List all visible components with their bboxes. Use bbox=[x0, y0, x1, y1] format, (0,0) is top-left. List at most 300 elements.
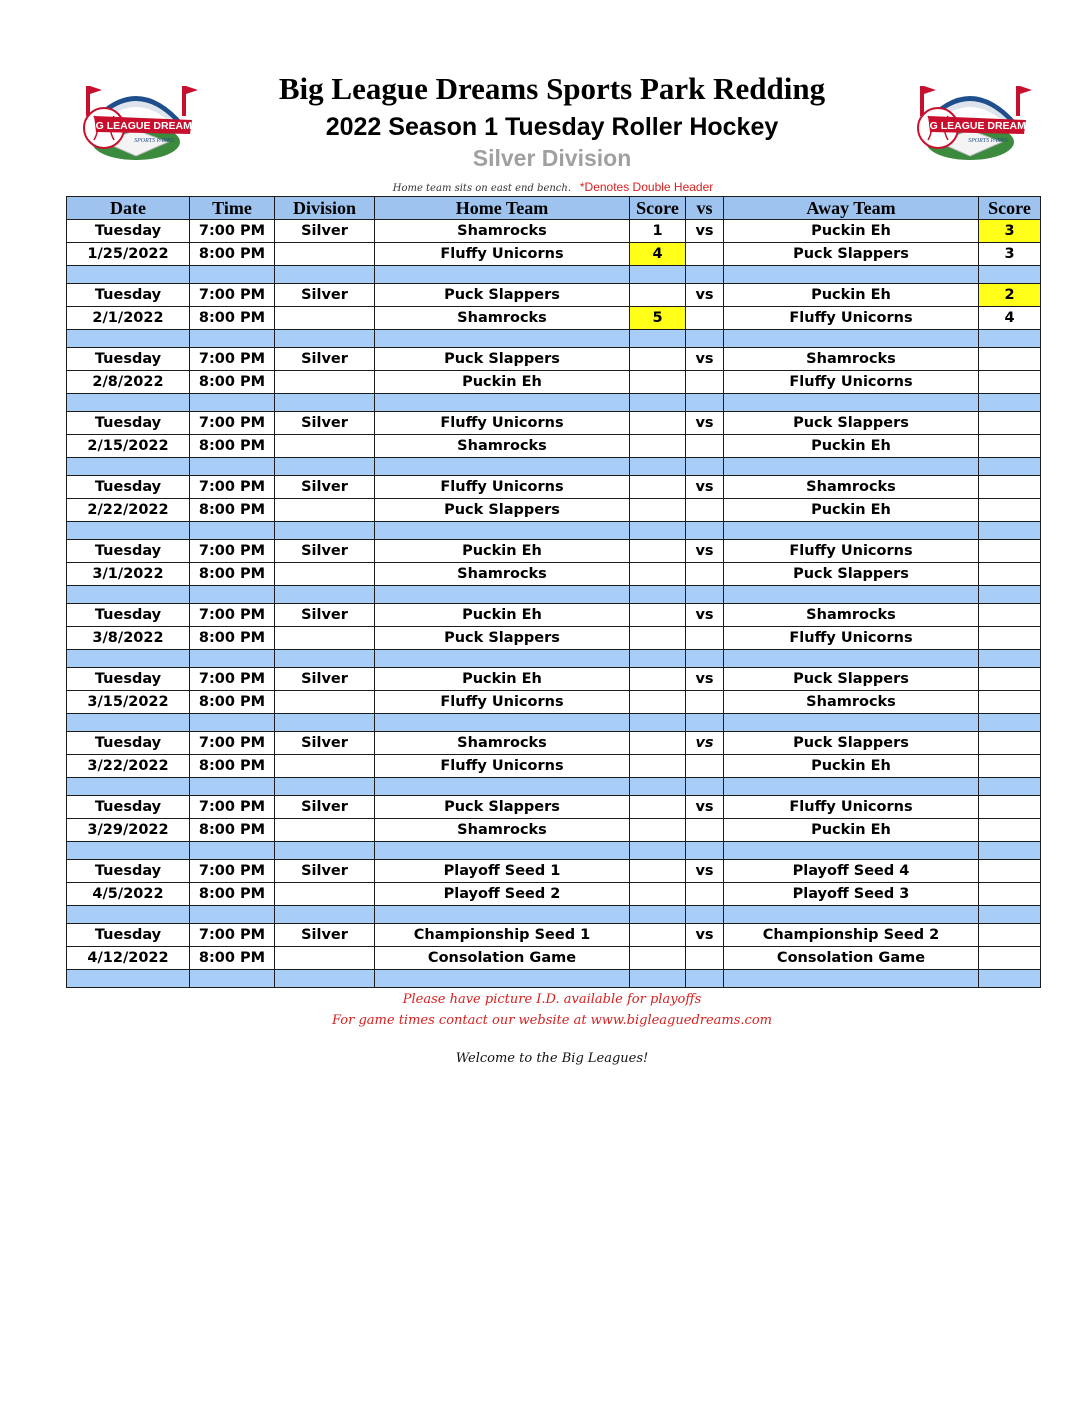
spacer-cell bbox=[190, 586, 275, 604]
table-row bbox=[67, 604, 1041, 627]
vs-cell: vs bbox=[686, 924, 724, 947]
column-header-date: Date bbox=[67, 197, 190, 220]
spacer-cell bbox=[375, 394, 630, 412]
spacer-cell bbox=[686, 650, 724, 668]
table-row bbox=[67, 755, 1041, 778]
spacer-row bbox=[67, 266, 1041, 284]
home-score-cell: 5 bbox=[630, 307, 686, 330]
home-score-cell bbox=[630, 412, 686, 435]
home-score-cell bbox=[630, 947, 686, 970]
away-team-cell: Puckin Eh bbox=[724, 284, 979, 307]
page-title: Big League Dreams Sports Park Redding bbox=[278, 71, 826, 106]
spacer-cell bbox=[190, 330, 275, 348]
spacer-cell bbox=[686, 266, 724, 284]
time-cell: 8:00 PM bbox=[190, 691, 275, 714]
away-score-cell bbox=[979, 412, 1041, 435]
time-cell: 7:00 PM bbox=[190, 604, 275, 627]
spacer-cell bbox=[375, 778, 630, 796]
date-cell: 2/1/2022 bbox=[67, 307, 190, 330]
time-cell: 7:00 PM bbox=[190, 284, 275, 307]
spacer-cell bbox=[979, 330, 1041, 348]
schedule-notes bbox=[66, 179, 1040, 197]
spacer-cell bbox=[630, 330, 686, 348]
spacer-cell bbox=[630, 266, 686, 284]
double-header-note: *Denotes Double Header bbox=[579, 180, 714, 194]
spacer-row bbox=[67, 650, 1041, 668]
date-cell: Tuesday bbox=[67, 668, 190, 691]
date-cell: Tuesday bbox=[67, 604, 190, 627]
division-cell bbox=[275, 883, 375, 906]
spacer-row bbox=[67, 330, 1041, 348]
spacer-cell bbox=[686, 330, 724, 348]
time-cell: 7:00 PM bbox=[190, 348, 275, 371]
spacer-cell bbox=[630, 458, 686, 476]
away-score-cell bbox=[979, 668, 1041, 691]
spacer-cell bbox=[724, 330, 979, 348]
spacer-cell bbox=[67, 650, 190, 668]
home-score-cell bbox=[630, 668, 686, 691]
spacer-cell bbox=[275, 394, 375, 412]
away-score-cell bbox=[979, 796, 1041, 819]
division-cell bbox=[275, 499, 375, 522]
date-cell: 4/5/2022 bbox=[67, 883, 190, 906]
time-cell: 7:00 PM bbox=[190, 476, 275, 499]
home-team-cell: Fluffy Unicorns bbox=[375, 243, 630, 266]
home-score-cell bbox=[630, 563, 686, 586]
spacer-cell bbox=[979, 458, 1041, 476]
away-team-cell: Shamrocks bbox=[724, 691, 979, 714]
vs-cell: vs bbox=[686, 220, 724, 243]
spacer-cell bbox=[190, 458, 275, 476]
spacer-cell bbox=[724, 266, 979, 284]
vs-cell: vs bbox=[686, 540, 724, 563]
home-team-cell: Playoff Seed 1 bbox=[375, 860, 630, 883]
vs-cell bbox=[686, 435, 724, 458]
away-score-cell bbox=[979, 924, 1041, 947]
spacer-cell bbox=[190, 394, 275, 412]
home-score-cell bbox=[630, 284, 686, 307]
table-row bbox=[67, 499, 1041, 522]
column-header-home-team: Home Team bbox=[375, 197, 630, 220]
spacer-cell bbox=[686, 458, 724, 476]
division-cell: Silver bbox=[275, 924, 375, 947]
schedule-body bbox=[67, 220, 1041, 988]
column-header-away-team: Away Team bbox=[724, 197, 979, 220]
table-row bbox=[67, 284, 1041, 307]
svg-text:BIG LEAGUE DREAMS: BIG LEAGUE DREAMS bbox=[919, 120, 1032, 132]
home-team-cell: Puck Slappers bbox=[375, 627, 630, 650]
time-cell: 7:00 PM bbox=[190, 924, 275, 947]
date-cell: 2/15/2022 bbox=[67, 435, 190, 458]
time-cell: 8:00 PM bbox=[190, 435, 275, 458]
away-team-cell: Fluffy Unicorns bbox=[724, 307, 979, 330]
table-row bbox=[67, 476, 1041, 499]
spacer-cell bbox=[67, 778, 190, 796]
spacer-cell bbox=[67, 906, 190, 924]
away-score-cell: 2 bbox=[979, 284, 1041, 307]
division-cell: Silver bbox=[275, 284, 375, 307]
home-team-cell: Shamrocks bbox=[375, 563, 630, 586]
table-row bbox=[67, 691, 1041, 714]
spacer-cell bbox=[190, 906, 275, 924]
spacer-cell bbox=[979, 778, 1041, 796]
home-score-cell bbox=[630, 540, 686, 563]
division-cell bbox=[275, 371, 375, 394]
spacer-cell bbox=[686, 714, 724, 732]
date-cell: 4/12/2022 bbox=[67, 947, 190, 970]
home-score-cell bbox=[630, 371, 686, 394]
vs-cell: vs bbox=[686, 348, 724, 371]
welcome-message: Welcome to the Big Leagues! bbox=[455, 1051, 649, 1066]
table-row bbox=[67, 860, 1041, 883]
spacer-cell bbox=[190, 522, 275, 540]
home-team-cell: Fluffy Unicorns bbox=[375, 755, 630, 778]
website-note: For game times contact our website at www.bigleaguedreams.com bbox=[332, 1013, 772, 1028]
away-team-cell: Puck Slappers bbox=[724, 412, 979, 435]
away-team-cell: Puckin Eh bbox=[724, 755, 979, 778]
spacer-cell bbox=[724, 458, 979, 476]
home-score-cell: 1 bbox=[630, 220, 686, 243]
date-cell: 3/15/2022 bbox=[67, 691, 190, 714]
spacer-cell bbox=[67, 394, 190, 412]
division-cell: Silver bbox=[275, 220, 375, 243]
date-cell: 1/25/2022 bbox=[67, 243, 190, 266]
column-header-away-score: Score bbox=[979, 197, 1041, 220]
division-cell: Silver bbox=[275, 412, 375, 435]
away-team-cell: Fluffy Unicorns bbox=[724, 627, 979, 650]
home-team-cell: Shamrocks bbox=[375, 220, 630, 243]
vs-cell bbox=[686, 883, 724, 906]
table-row bbox=[67, 947, 1041, 970]
schedule-table bbox=[66, 196, 1041, 988]
date-cell: Tuesday bbox=[67, 348, 190, 371]
spacer-cell bbox=[630, 778, 686, 796]
away-score-cell bbox=[979, 732, 1041, 755]
home-team-cell: Puckin Eh bbox=[375, 540, 630, 563]
division-cell bbox=[275, 435, 375, 458]
season-subtitle: 2022 Season 1 Tuesday Roller Hockey bbox=[325, 113, 779, 141]
vs-cell bbox=[686, 691, 724, 714]
spacer-cell bbox=[686, 394, 724, 412]
time-cell: 8:00 PM bbox=[190, 307, 275, 330]
away-team-cell: Playoff Seed 3 bbox=[724, 883, 979, 906]
spacer-cell bbox=[979, 522, 1041, 540]
spacer-cell bbox=[375, 586, 630, 604]
table-row bbox=[67, 243, 1041, 266]
spacer-cell bbox=[67, 842, 190, 860]
column-header-time: Time bbox=[190, 197, 275, 220]
vs-cell: vs bbox=[686, 796, 724, 819]
date-cell: Tuesday bbox=[67, 732, 190, 755]
spacer-cell bbox=[67, 458, 190, 476]
away-team-cell: Puckin Eh bbox=[724, 220, 979, 243]
bench-note: Home team sits on east end bench. bbox=[392, 183, 572, 194]
away-score-cell bbox=[979, 371, 1041, 394]
division-cell: Silver bbox=[275, 860, 375, 883]
table-row bbox=[67, 924, 1041, 947]
time-cell: 7:00 PM bbox=[190, 668, 275, 691]
vs-cell: vs bbox=[686, 604, 724, 627]
spacer-cell bbox=[67, 522, 190, 540]
home-team-cell: Puck Slappers bbox=[375, 348, 630, 371]
table-row bbox=[67, 371, 1041, 394]
time-cell: 7:00 PM bbox=[190, 796, 275, 819]
spacer-cell bbox=[724, 650, 979, 668]
spacer-row bbox=[67, 970, 1041, 988]
spacer-cell bbox=[724, 778, 979, 796]
table-row bbox=[67, 540, 1041, 563]
home-score-cell bbox=[630, 883, 686, 906]
division-cell bbox=[275, 243, 375, 266]
home-score-cell bbox=[630, 819, 686, 842]
spacer-cell bbox=[630, 906, 686, 924]
time-cell: 8:00 PM bbox=[190, 947, 275, 970]
spacer-cell bbox=[724, 394, 979, 412]
spacer-row bbox=[67, 778, 1041, 796]
time-cell: 8:00 PM bbox=[190, 563, 275, 586]
table-row bbox=[67, 348, 1041, 371]
division-cell bbox=[275, 627, 375, 650]
home-team-cell: Fluffy Unicorns bbox=[375, 476, 630, 499]
date-cell: Tuesday bbox=[67, 796, 190, 819]
spacer-cell bbox=[724, 714, 979, 732]
division-cell bbox=[275, 691, 375, 714]
home-team-cell: Puck Slappers bbox=[375, 499, 630, 522]
spacer-row bbox=[67, 842, 1041, 860]
home-team-cell: Shamrocks bbox=[375, 307, 630, 330]
spacer-cell bbox=[275, 650, 375, 668]
away-team-cell: Puck Slappers bbox=[724, 732, 979, 755]
spacer-cell bbox=[686, 842, 724, 860]
spacer-cell bbox=[630, 714, 686, 732]
home-team-cell: Puck Slappers bbox=[375, 284, 630, 307]
time-cell: 8:00 PM bbox=[190, 499, 275, 522]
home-score-cell bbox=[630, 435, 686, 458]
table-row bbox=[67, 307, 1041, 330]
spacer-row bbox=[67, 522, 1041, 540]
away-team-cell: Fluffy Unicorns bbox=[724, 796, 979, 819]
away-score-cell bbox=[979, 860, 1041, 883]
away-score-cell bbox=[979, 883, 1041, 906]
division-cell: Silver bbox=[275, 540, 375, 563]
home-team-cell: Puckin Eh bbox=[375, 371, 630, 394]
vs-cell bbox=[686, 947, 724, 970]
spacer-cell bbox=[190, 266, 275, 284]
division-cell bbox=[275, 307, 375, 330]
away-team-cell: Fluffy Unicorns bbox=[724, 540, 979, 563]
spacer-cell bbox=[979, 586, 1041, 604]
home-team-cell: Shamrocks bbox=[375, 435, 630, 458]
spacer-cell bbox=[375, 458, 630, 476]
away-score-cell: 4 bbox=[979, 307, 1041, 330]
date-cell: Tuesday bbox=[67, 284, 190, 307]
date-cell: Tuesday bbox=[67, 860, 190, 883]
vs-cell: vs bbox=[686, 412, 724, 435]
division-cell: Silver bbox=[275, 348, 375, 371]
home-score-cell bbox=[630, 691, 686, 714]
home-score-cell bbox=[630, 499, 686, 522]
spacer-cell bbox=[630, 394, 686, 412]
spacer-cell bbox=[375, 266, 630, 284]
home-score-cell bbox=[630, 924, 686, 947]
spacer-cell bbox=[67, 330, 190, 348]
division-cell: Silver bbox=[275, 732, 375, 755]
column-header-vs: vs bbox=[686, 197, 724, 220]
spacer-cell bbox=[724, 906, 979, 924]
division-cell: Silver bbox=[275, 668, 375, 691]
home-score-cell bbox=[630, 860, 686, 883]
spacer-cell bbox=[979, 714, 1041, 732]
table-row bbox=[67, 627, 1041, 650]
spacer-cell bbox=[630, 650, 686, 668]
spacer-cell bbox=[67, 266, 190, 284]
spacer-cell bbox=[275, 970, 375, 988]
vs-cell bbox=[686, 243, 724, 266]
spacer-row bbox=[67, 714, 1041, 732]
away-score-cell bbox=[979, 540, 1041, 563]
division-cell bbox=[275, 819, 375, 842]
away-score-cell bbox=[979, 627, 1041, 650]
table-header-row bbox=[67, 197, 1041, 220]
table-row bbox=[67, 412, 1041, 435]
away-team-cell: Puckin Eh bbox=[724, 435, 979, 458]
time-cell: 7:00 PM bbox=[190, 412, 275, 435]
spacer-cell bbox=[979, 970, 1041, 988]
away-team-cell: Championship Seed 2 bbox=[724, 924, 979, 947]
time-cell: 8:00 PM bbox=[190, 627, 275, 650]
spacer-cell bbox=[630, 586, 686, 604]
spacer-cell bbox=[979, 394, 1041, 412]
spacer-cell bbox=[190, 650, 275, 668]
time-cell: 8:00 PM bbox=[190, 883, 275, 906]
spacer-cell bbox=[686, 522, 724, 540]
away-score-cell bbox=[979, 499, 1041, 522]
spacer-cell bbox=[686, 970, 724, 988]
date-cell: 2/22/2022 bbox=[67, 499, 190, 522]
away-team-cell: Shamrocks bbox=[724, 348, 979, 371]
date-cell: 3/29/2022 bbox=[67, 819, 190, 842]
picture-id-note: Please have picture I.D. available for playoffs bbox=[402, 992, 702, 1007]
spacer-cell bbox=[686, 586, 724, 604]
spacer-cell bbox=[724, 522, 979, 540]
vs-cell: vs bbox=[686, 668, 724, 691]
away-score-cell: 3 bbox=[979, 220, 1041, 243]
spacer-row bbox=[67, 394, 1041, 412]
spacer-cell bbox=[686, 906, 724, 924]
away-team-cell: Consolation Game bbox=[724, 947, 979, 970]
away-team-cell: Puck Slappers bbox=[724, 668, 979, 691]
division-cell bbox=[275, 563, 375, 586]
home-team-cell: Puckin Eh bbox=[375, 668, 630, 691]
spacer-cell bbox=[275, 522, 375, 540]
away-score-cell bbox=[979, 947, 1041, 970]
svg-text:SPORTS PARKS: SPORTS PARKS bbox=[134, 138, 174, 144]
column-header-home-score: Score bbox=[630, 197, 686, 220]
time-cell: 7:00 PM bbox=[190, 540, 275, 563]
time-cell: 7:00 PM bbox=[190, 860, 275, 883]
spacer-cell bbox=[686, 778, 724, 796]
time-cell: 8:00 PM bbox=[190, 371, 275, 394]
away-score-cell bbox=[979, 819, 1041, 842]
away-team-cell: Puckin Eh bbox=[724, 499, 979, 522]
time-cell: 8:00 PM bbox=[190, 243, 275, 266]
vs-cell: vs bbox=[686, 476, 724, 499]
home-score-cell bbox=[630, 732, 686, 755]
date-cell: 3/22/2022 bbox=[67, 755, 190, 778]
home-score-cell bbox=[630, 796, 686, 819]
spacer-cell bbox=[275, 458, 375, 476]
table-row bbox=[67, 563, 1041, 586]
division-cell: Silver bbox=[275, 476, 375, 499]
vs-cell: vs bbox=[686, 860, 724, 883]
away-team-cell: Puck Slappers bbox=[724, 563, 979, 586]
table-row bbox=[67, 796, 1041, 819]
spacer-cell bbox=[630, 522, 686, 540]
spacer-row bbox=[67, 458, 1041, 476]
away-score-cell: 3 bbox=[979, 243, 1041, 266]
time-cell: 7:00 PM bbox=[190, 732, 275, 755]
spacer-cell bbox=[375, 330, 630, 348]
spacer-cell bbox=[375, 970, 630, 988]
spacer-cell bbox=[275, 778, 375, 796]
spacer-cell bbox=[375, 522, 630, 540]
home-team-cell: Fluffy Unicorns bbox=[375, 691, 630, 714]
division-cell bbox=[275, 947, 375, 970]
spacer-cell bbox=[724, 970, 979, 988]
spacer-cell bbox=[67, 714, 190, 732]
spacer-cell bbox=[375, 842, 630, 860]
away-team-cell: Puck Slappers bbox=[724, 243, 979, 266]
division-cell: Silver bbox=[275, 604, 375, 627]
date-cell: 3/1/2022 bbox=[67, 563, 190, 586]
date-cell: Tuesday bbox=[67, 924, 190, 947]
division-cell bbox=[275, 755, 375, 778]
away-score-cell bbox=[979, 755, 1041, 778]
vs-cell bbox=[686, 819, 724, 842]
spacer-row bbox=[67, 906, 1041, 924]
home-score-cell bbox=[630, 604, 686, 627]
vs-cell bbox=[686, 499, 724, 522]
away-team-cell: Shamrocks bbox=[724, 604, 979, 627]
away-score-cell bbox=[979, 476, 1041, 499]
spacer-cell bbox=[190, 778, 275, 796]
away-team-cell: Puckin Eh bbox=[724, 819, 979, 842]
spacer-cell bbox=[190, 842, 275, 860]
home-team-cell: Puck Slappers bbox=[375, 796, 630, 819]
spacer-cell bbox=[275, 330, 375, 348]
spacer-cell bbox=[275, 266, 375, 284]
division-cell: Silver bbox=[275, 796, 375, 819]
vs-cell bbox=[686, 627, 724, 650]
time-cell: 8:00 PM bbox=[190, 755, 275, 778]
date-cell: Tuesday bbox=[67, 220, 190, 243]
date-cell: 3/8/2022 bbox=[67, 627, 190, 650]
home-team-cell: Shamrocks bbox=[375, 732, 630, 755]
date-cell: Tuesday bbox=[67, 476, 190, 499]
spacer-cell bbox=[275, 586, 375, 604]
date-cell: 2/8/2022 bbox=[67, 371, 190, 394]
home-score-cell bbox=[630, 476, 686, 499]
spacer-cell bbox=[275, 842, 375, 860]
spacer-cell bbox=[275, 906, 375, 924]
spacer-cell bbox=[630, 842, 686, 860]
vs-cell bbox=[686, 371, 724, 394]
home-team-cell: Puckin Eh bbox=[375, 604, 630, 627]
time-cell: 7:00 PM bbox=[190, 220, 275, 243]
table-row bbox=[67, 435, 1041, 458]
spacer-cell bbox=[375, 650, 630, 668]
away-score-cell bbox=[979, 691, 1041, 714]
